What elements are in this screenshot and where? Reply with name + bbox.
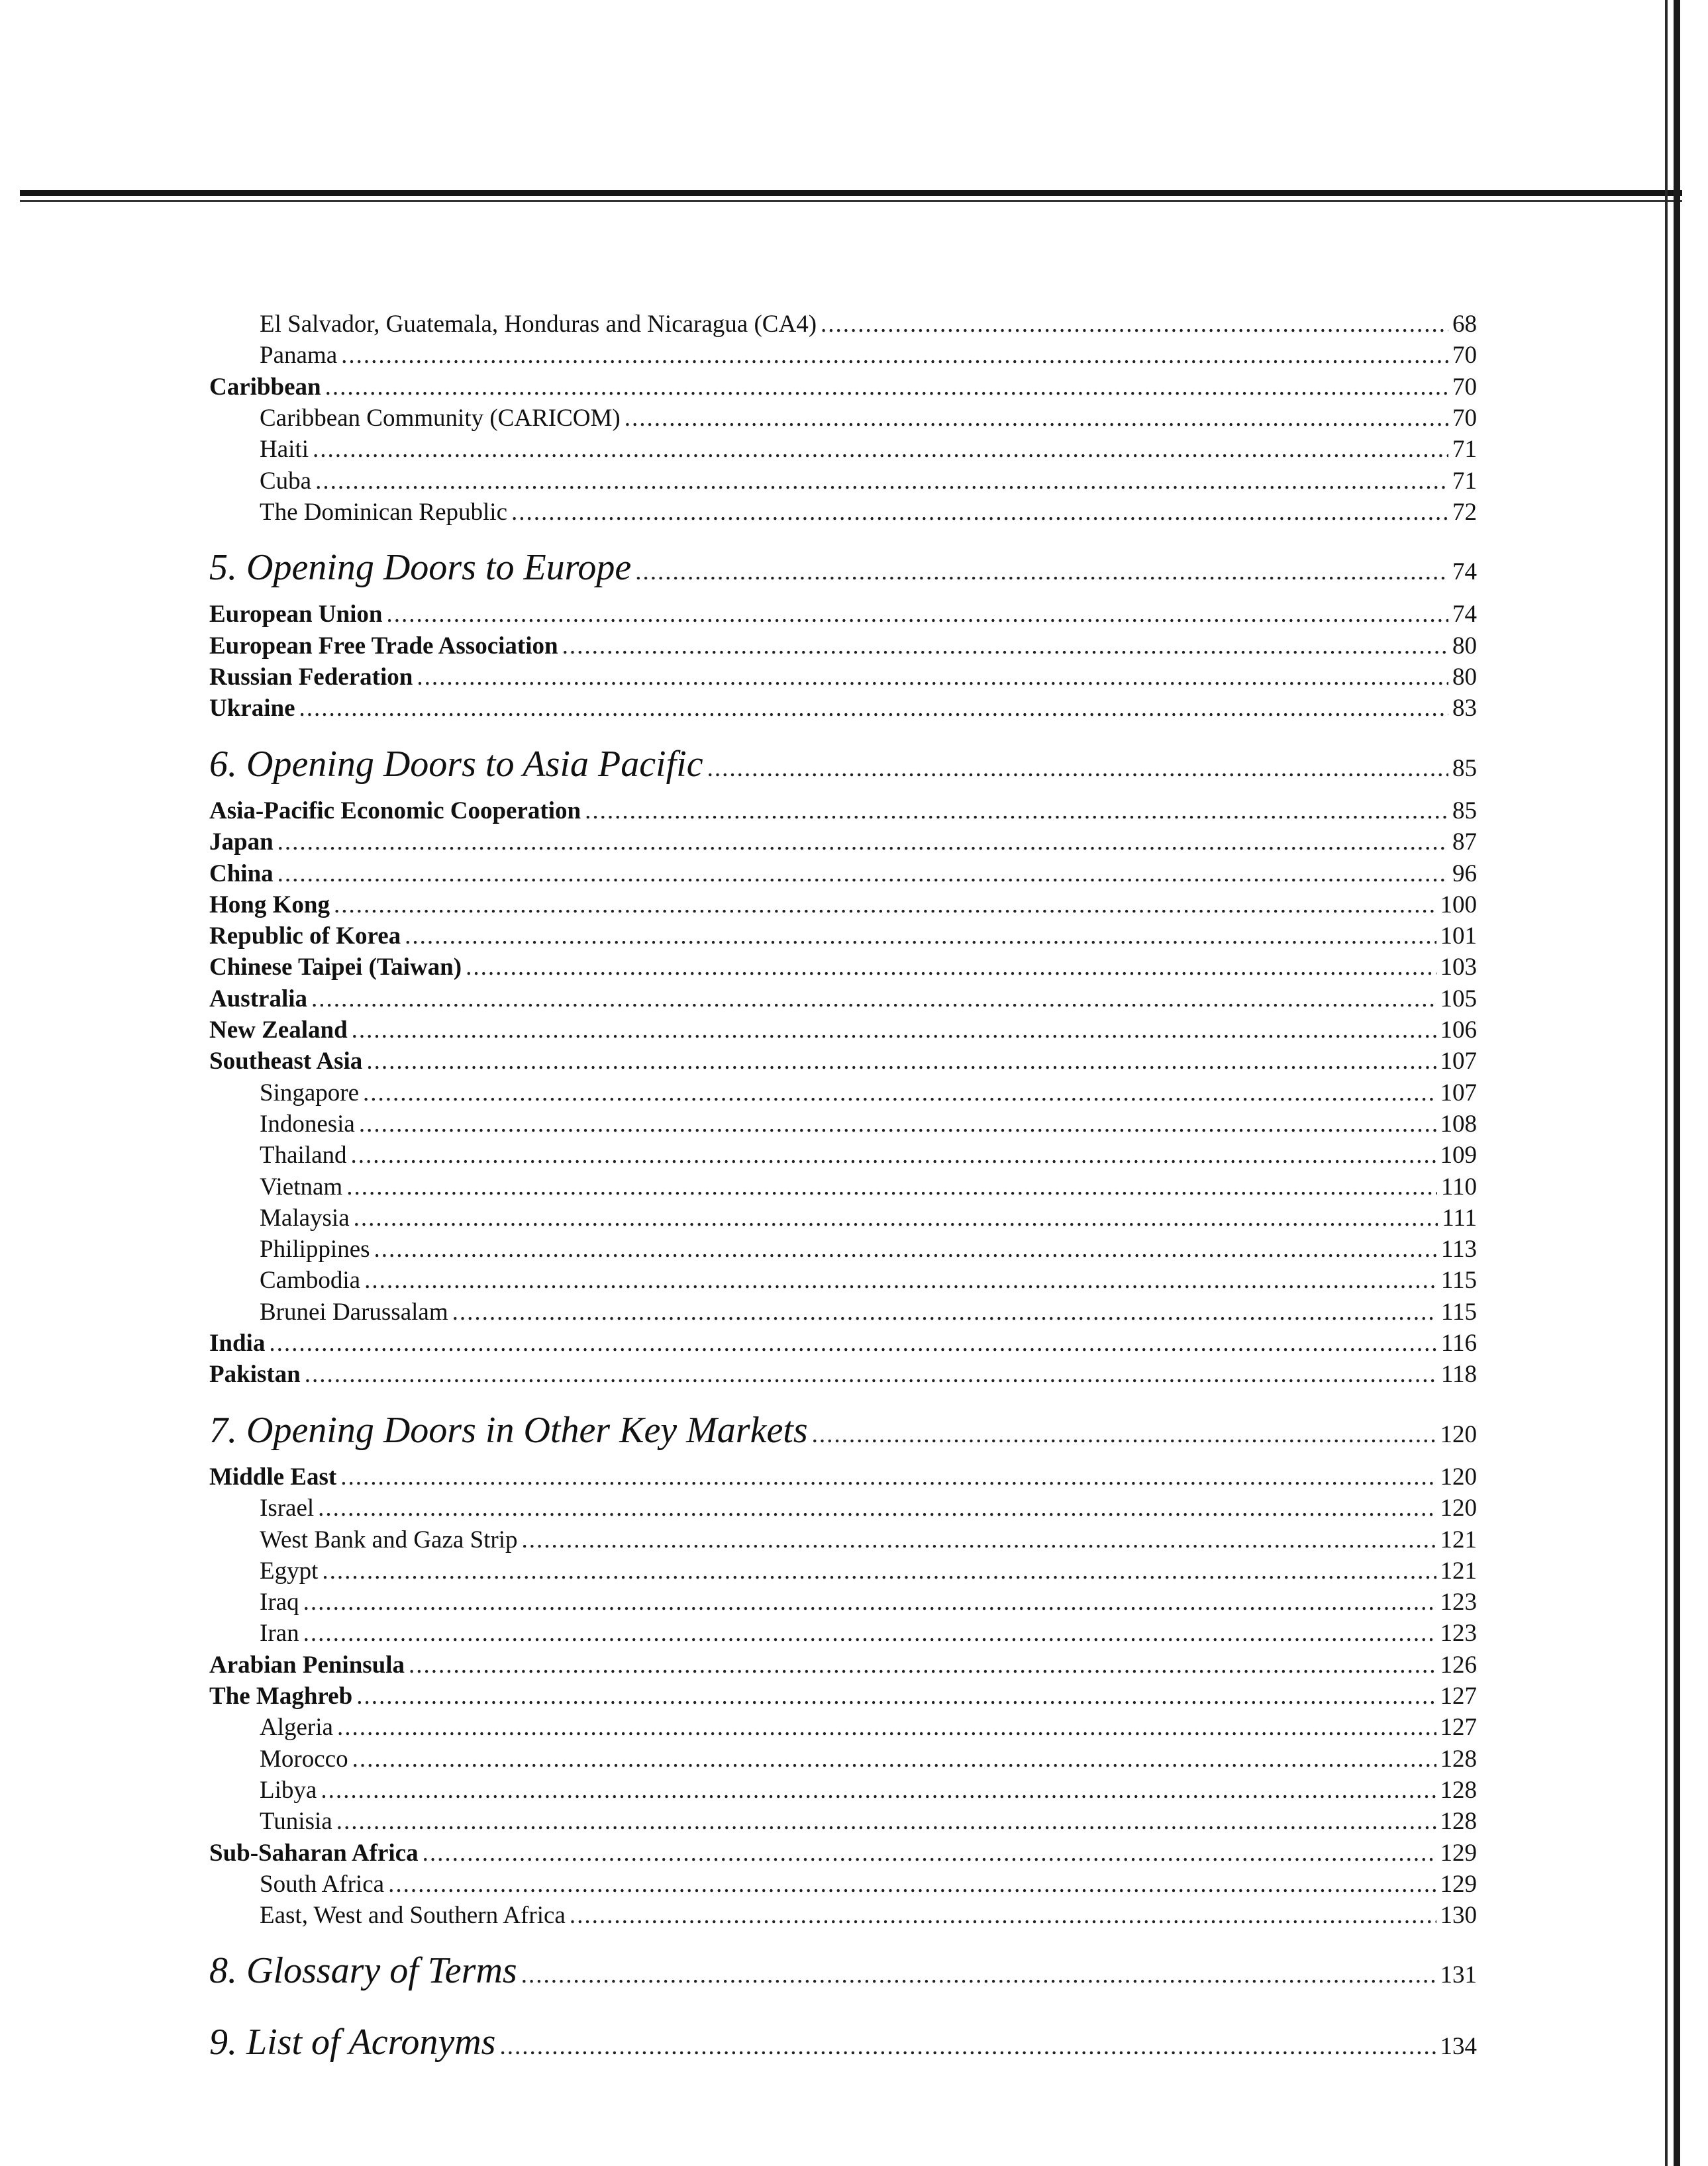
toc-entry-sub: [209, 1298, 1477, 1332]
toc-entry-label: El Salvador, Guatemala, Honduras and Nicaragua (CA4): [260, 311, 817, 338]
dot-leader: [366, 1047, 1436, 1075]
toc-entry-label: Algeria: [260, 1714, 333, 1742]
dot-leader: [409, 1651, 1436, 1679]
dot-leader: [562, 632, 1448, 660]
dot-leader: [277, 860, 1448, 888]
toc-page-number: 68: [1452, 311, 1477, 338]
toc-page-number: 83: [1452, 695, 1477, 722]
toc-page-number: 126: [1440, 1651, 1477, 1679]
toc-page-number: 80: [1452, 632, 1477, 660]
toc-entry-label: Japan: [209, 828, 274, 856]
toc-entry-section: [209, 1016, 1477, 1050]
dot-leader: [346, 1173, 1437, 1201]
toc-entry-label: Israel: [260, 1495, 315, 1522]
toc-entry-label: Libya: [260, 1776, 317, 1804]
toc-entry-label: Egypt: [260, 1557, 319, 1585]
toc-entry-label: Cuba: [260, 467, 312, 495]
toc-entry-section: [209, 632, 1477, 666]
dot-leader: [356, 1682, 1436, 1710]
toc-entry-label: Sub-Saharan Africa: [209, 1839, 419, 1867]
toc-entry-label: Ukraine: [209, 695, 295, 722]
toc-entry-section: [209, 663, 1477, 697]
toc-page-number: 118: [1440, 1361, 1477, 1389]
toc-entry-sub: [209, 1173, 1477, 1207]
dot-leader: [417, 663, 1448, 691]
toc-entry-label: Malaysia: [260, 1204, 350, 1232]
toc-entry-sub: [209, 1204, 1477, 1238]
dot-leader: [405, 922, 1436, 950]
toc-entry-label: India: [209, 1330, 266, 1357]
toc-entry-sub: [209, 1266, 1477, 1301]
dot-leader: [305, 1360, 1437, 1389]
toc-entry-label: Republic of Korea: [209, 922, 401, 950]
dot-leader: [570, 1901, 1436, 1930]
toc-page-number: 111: [1442, 1204, 1477, 1232]
toc-entry-label: New Zealand: [209, 1016, 348, 1044]
toc-entry-label: China: [209, 860, 274, 887]
toc-page-number: 107: [1440, 1079, 1477, 1107]
toc-entry-label: The Maghreb: [209, 1683, 353, 1710]
dot-leader: [354, 1204, 1438, 1232]
dot-leader: [313, 435, 1448, 464]
toc-entry-sub: [209, 1776, 1477, 1810]
toc-entry-sub: [209, 1079, 1477, 1113]
dot-leader: [625, 404, 1448, 432]
toc-entry-label: Philippines: [260, 1236, 370, 1263]
toc-entry-sub: [209, 1526, 1477, 1560]
toc-entry-sub: [209, 1807, 1477, 1842]
dot-leader: [269, 1329, 1437, 1357]
dot-leader: [374, 1235, 1437, 1263]
toc-entry-section: [209, 953, 1477, 987]
toc-page-number: 106: [1440, 1016, 1477, 1044]
dot-leader: [341, 341, 1448, 369]
toc-page-number: 85: [1452, 754, 1477, 782]
toc-page-number: 127: [1440, 1683, 1477, 1710]
toc-page-number: 116: [1440, 1330, 1477, 1357]
toc-page-number: 105: [1440, 985, 1477, 1012]
dot-leader: [321, 1776, 1436, 1804]
dot-leader: [521, 1961, 1436, 1989]
dot-leader: [452, 1298, 1437, 1326]
dot-leader: [388, 1870, 1436, 1898]
toc-page-number: 131: [1440, 1961, 1477, 1989]
toc-entry-section: [209, 797, 1477, 831]
toc-page-number: 72: [1452, 498, 1477, 526]
dot-leader: [585, 797, 1448, 825]
toc-entry-label: Middle East: [209, 1463, 337, 1491]
toc-page-number: 71: [1452, 467, 1477, 495]
toc-page-number: 103: [1440, 954, 1477, 981]
toc-entry-label: Cambodia: [260, 1267, 361, 1295]
dot-leader: [303, 1619, 1436, 1648]
toc-entry-label: Australia: [209, 985, 307, 1012]
toc-page-number: 128: [1440, 1745, 1477, 1773]
toc-entry-label: West Bank and Gaza Strip: [260, 1526, 518, 1553]
toc-entry-chapter: [209, 2021, 1477, 2066]
toc-entry-sub: [209, 1901, 1477, 1936]
toc-page-number: 109: [1440, 1142, 1477, 1169]
toc-entry-section: [209, 1463, 1477, 1497]
toc-entry-section: [209, 1329, 1477, 1363]
dot-leader: [466, 953, 1436, 981]
toc-page-number: 85: [1452, 797, 1477, 824]
toc-page-number: 128: [1440, 1808, 1477, 1836]
toc-entry-label: Caribbean Community (CARICOM): [260, 404, 621, 432]
toc-page-number: 107: [1440, 1048, 1477, 1075]
toc-entry-label: European Union: [209, 601, 383, 628]
dot-leader: [522, 1526, 1436, 1554]
toc-entry-label: Arabian Peninsula: [209, 1651, 405, 1679]
toc-page-number: 70: [1452, 404, 1477, 432]
toc-page-number: 123: [1440, 1589, 1477, 1616]
toc-entry-label: Hong Kong: [209, 891, 330, 918]
toc-entry-section: [209, 860, 1477, 894]
toc-entry-section: [209, 985, 1477, 1019]
toc-page-number: 108: [1440, 1110, 1477, 1138]
toc-page-number: 123: [1440, 1620, 1477, 1648]
dot-leader: [303, 1588, 1436, 1616]
toc-entry-label: Iraq: [260, 1589, 299, 1616]
dot-leader: [325, 373, 1448, 401]
dot-leader: [337, 1713, 1436, 1742]
toc-entry-sub: [209, 1557, 1477, 1591]
dot-leader: [707, 754, 1448, 783]
toc-page-number: 110: [1440, 1173, 1477, 1201]
toc-entry-label: Tunisia: [260, 1808, 332, 1836]
toc-page-number: 115: [1440, 1267, 1477, 1295]
toc-entry-section: [209, 1047, 1477, 1081]
toc-entry-label: Chinese Taipei (Taiwan): [209, 954, 462, 981]
toc-page-number: 70: [1452, 342, 1477, 369]
toc-page-number: 130: [1440, 1902, 1477, 1930]
toc-entry-sub: [209, 1745, 1477, 1779]
dot-leader: [423, 1839, 1436, 1867]
toc-entry-chapter: [209, 546, 1477, 591]
dot-leader: [387, 600, 1449, 628]
dot-leader: [277, 828, 1448, 856]
toc-entry-label: Pakistan: [209, 1361, 301, 1389]
toc-page-number: 120: [1440, 1420, 1477, 1448]
toc-entry-label: 8. Glossary of Terms: [209, 1950, 517, 1992]
toc-entry-sub: [209, 467, 1477, 501]
toc-page-number: 128: [1440, 1776, 1477, 1804]
toc-page-number: 115: [1440, 1298, 1477, 1326]
dot-leader: [363, 1079, 1436, 1107]
dot-leader: [352, 1016, 1436, 1044]
toc-entry-section: [209, 600, 1477, 634]
dot-leader: [821, 310, 1448, 338]
dot-leader: [340, 1463, 1436, 1491]
toc-entry-label: Panama: [260, 342, 338, 369]
toc-entry-sub: [209, 498, 1477, 532]
dot-leader: [315, 467, 1448, 495]
toc-page-number: 134: [1440, 2032, 1477, 2060]
toc-entry-sub: [209, 310, 1477, 344]
toc-entry-label: Asia-Pacific Economic Cooperation: [209, 797, 581, 824]
toc-entry-section: [209, 828, 1477, 862]
toc-entry-sub: [209, 404, 1477, 438]
toc-entry-label: Singapore: [260, 1079, 360, 1107]
dot-leader: [364, 1266, 1437, 1295]
toc-page-number: 129: [1440, 1839, 1477, 1867]
toc-entry-label: Thailand: [260, 1142, 347, 1169]
toc-entry-sub: [209, 341, 1477, 375]
toc-entry-label: South Africa: [260, 1870, 385, 1898]
dot-leader: [511, 498, 1448, 526]
toc-page-number: 74: [1452, 601, 1477, 628]
dot-leader: [311, 985, 1436, 1013]
dot-leader: [352, 1745, 1436, 1773]
toc-page-number: 129: [1440, 1870, 1477, 1898]
toc-entry-sub: [209, 1141, 1477, 1175]
toc-entry-sub: [209, 1110, 1477, 1144]
toc-entry-label: 9. List of Acronyms: [209, 2021, 496, 2063]
toc-entry-label: European Free Trade Association: [209, 632, 558, 660]
toc-page-number: 101: [1440, 922, 1477, 950]
toc-page-number: 74: [1452, 558, 1477, 586]
toc-entry-label: The Dominican Republic: [260, 498, 508, 526]
dot-leader: [336, 1807, 1436, 1836]
toc-entry-label: Haiti: [260, 436, 309, 464]
toc-entry-label: Southeast Asia: [209, 1048, 363, 1075]
toc-page-number: 80: [1452, 664, 1477, 691]
toc-page-number: 96: [1452, 860, 1477, 887]
toc-entry-chapter: [209, 743, 1477, 788]
toc-entry-chapter: [209, 1949, 1477, 1994]
toc-page-number: 127: [1440, 1714, 1477, 1742]
toc-entry-sub: [209, 1494, 1477, 1528]
toc-entry-label: Brunei Darussalam: [260, 1298, 448, 1326]
toc-page-number: 121: [1440, 1526, 1477, 1553]
toc-entry-sub: [209, 1713, 1477, 1748]
toc-entry-label: 7. Opening Doors in Other Key Markets: [209, 1409, 808, 1451]
dot-leader: [318, 1494, 1436, 1522]
toc-entry-sub: [209, 1619, 1477, 1653]
toc-entry-label: Morocco: [260, 1745, 348, 1773]
toc-page-number: 71: [1452, 436, 1477, 464]
toc-entry-chapter: [209, 1409, 1477, 1454]
toc-entry-section: [209, 694, 1477, 728]
toc-entry-label: 5. Opening Doors to Europe: [209, 547, 632, 589]
toc-page-number: 120: [1440, 1463, 1477, 1491]
toc-entry-section: [209, 922, 1477, 956]
toc-entry-sub: [209, 1588, 1477, 1622]
toc-entry-label: Russian Federation: [209, 664, 413, 691]
toc-entry-section: [209, 1360, 1477, 1395]
dot-leader: [359, 1110, 1436, 1138]
toc-entry-label: Caribbean: [209, 373, 321, 401]
dot-leader: [351, 1141, 1436, 1169]
toc-entry-sub: [209, 435, 1477, 469]
toc-entry-label: Vietnam: [260, 1173, 343, 1201]
dot-leader: [499, 2032, 1436, 2061]
toc-entry-label: 6. Opening Doors to Asia Pacific: [209, 743, 703, 785]
toc-entry-section: [209, 1839, 1477, 1873]
dot-leader: [322, 1557, 1436, 1585]
toc-page-number: 70: [1452, 373, 1477, 401]
toc-page-number: 87: [1452, 828, 1477, 856]
dot-leader: [812, 1420, 1436, 1449]
toc-entry-label: East, West and Southern Africa: [260, 1902, 566, 1930]
toc-entry-label: Iran: [260, 1620, 299, 1648]
dot-leader: [635, 558, 1448, 586]
toc-page-number: 120: [1440, 1495, 1477, 1522]
toc-entry-label: Indonesia: [260, 1110, 355, 1138]
dot-leader: [334, 891, 1436, 919]
toc-entry-section: [209, 1682, 1477, 1716]
toc-entry-section: [209, 373, 1477, 407]
toc-page-number: 113: [1440, 1236, 1477, 1263]
toc-page-number: 121: [1440, 1557, 1477, 1585]
toc-entry-section: [209, 891, 1477, 925]
dot-leader: [299, 694, 1449, 722]
toc-entry-sub: [209, 1235, 1477, 1269]
toc-entry-sub: [209, 1870, 1477, 1904]
toc-page-number: 100: [1440, 891, 1477, 918]
toc-entry-section: [209, 1651, 1477, 1685]
